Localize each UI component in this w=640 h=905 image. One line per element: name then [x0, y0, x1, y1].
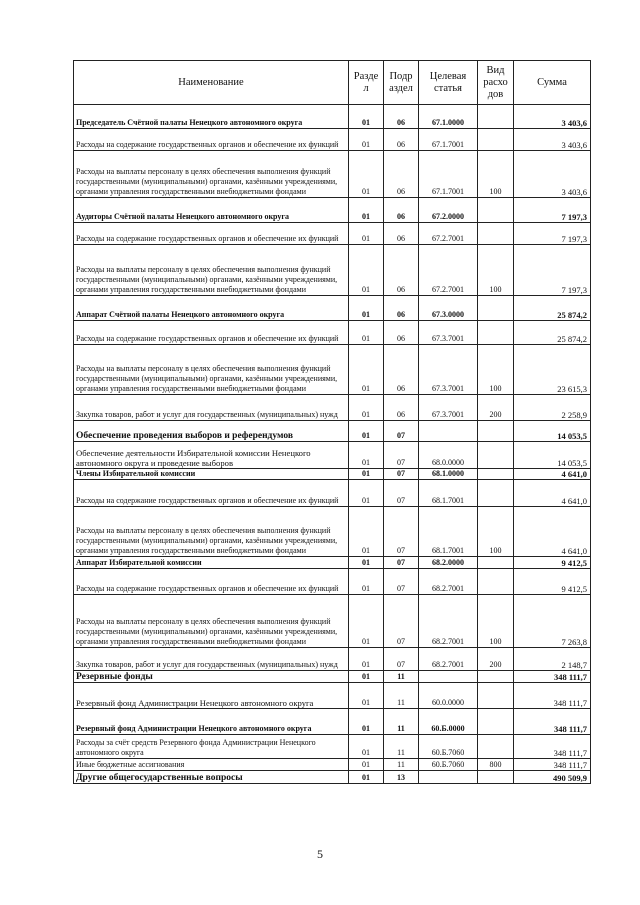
cell-section: 01	[349, 421, 384, 442]
cell-expense-type	[478, 321, 514, 345]
cell-name: Расходы на содержание государственных органов и обеспечение их функций	[74, 480, 349, 507]
cell-sum: 7 197,3	[514, 198, 591, 223]
cell-target-article: 67.2.7001	[419, 245, 478, 296]
cell-target-article: 67.3.7001	[419, 395, 478, 421]
cell-target-article: 67.2.0000	[419, 198, 478, 223]
cell-name: Расходы на выплаты персоналу в целях обеспечения выполнения функций государственными (муниципальными) органами, казёнными учреждениями, органами управления государственными внебюджетными фондами	[74, 345, 349, 395]
cell-subsection: 13	[384, 771, 419, 784]
cell-subsection: 07	[384, 507, 419, 557]
table-row	[74, 421, 591, 442]
header-expense-type: Вид расхо дов	[478, 61, 514, 105]
cell-name: Аппарат Избирательной комиссии	[74, 557, 349, 569]
cell-subsection: 07	[384, 469, 419, 480]
cell-subsection: 07	[384, 648, 419, 671]
cell-expense-type	[478, 683, 514, 709]
cell-sum: 348 111,7	[514, 709, 591, 735]
cell-sum: 3 403,6	[514, 151, 591, 198]
table-row	[74, 395, 591, 421]
cell-name: Резервный фонд Администрации Ненецкого автономного округа	[74, 709, 349, 735]
cell-subsection: 07	[384, 569, 419, 595]
cell-expense-type	[478, 569, 514, 595]
cell-sum: 3 403,6	[514, 129, 591, 151]
cell-subsection: 06	[384, 151, 419, 198]
cell-sum: 4 641,0	[514, 507, 591, 557]
cell-subsection: 11	[384, 759, 419, 771]
table-row	[74, 296, 591, 321]
cell-target-article: 67.1.0000	[419, 105, 478, 129]
cell-section: 01	[349, 442, 384, 469]
cell-name: Резервный фонд Администрации Ненецкого автономного округа	[74, 683, 349, 709]
header-sum: Сумма	[514, 61, 591, 105]
cell-name: Обеспечение проведения выборов и референдумов	[74, 421, 349, 442]
cell-expense-type	[478, 557, 514, 569]
cell-sum: 7 197,3	[514, 223, 591, 245]
table-row	[74, 442, 591, 469]
cell-subsection: 07	[384, 595, 419, 648]
cell-target-article	[419, 771, 478, 784]
table-row	[74, 735, 591, 759]
cell-subsection: 06	[384, 321, 419, 345]
cell-name: Аудиторы Счётной палаты Ненецкого автономного округа	[74, 198, 349, 223]
cell-name: Обеспечение деятельности Избирательной комиссии Ненецкого автономного округа и проведение выборов	[74, 442, 349, 469]
cell-sum: 490 509,9	[514, 771, 591, 784]
cell-name: Иные бюджетные ассигнования	[74, 759, 349, 771]
cell-section: 01	[349, 469, 384, 480]
cell-subsection: 06	[384, 296, 419, 321]
cell-target-article: 60.Б.7060	[419, 735, 478, 759]
cell-expense-type: 800	[478, 759, 514, 771]
cell-sum: 14 053,5	[514, 421, 591, 442]
cell-target-article: 60.Б.0000	[419, 709, 478, 735]
cell-section: 01	[349, 296, 384, 321]
cell-section: 01	[349, 321, 384, 345]
cell-expense-type	[478, 105, 514, 129]
header-target-article: Целевая статья	[419, 61, 478, 105]
cell-expense-type: 100	[478, 245, 514, 296]
cell-name: Расходы на выплаты персоналу в целях обеспечения выполнения функций государственными (муниципальными) органами, казёнными учреждениями, органами управления государственными внебюджетными фондами	[74, 507, 349, 557]
cell-sum: 3 403,6	[514, 105, 591, 129]
cell-name: Закупка товаров, работ и услуг для государственных (муниципальных) нужд	[74, 395, 349, 421]
cell-expense-type	[478, 296, 514, 321]
cell-target-article: 68.2.7001	[419, 595, 478, 648]
cell-name: Расходы на содержание государственных органов и обеспечение их функций	[74, 569, 349, 595]
cell-sum: 7 263,8	[514, 595, 591, 648]
cell-sum: 23 615,3	[514, 345, 591, 395]
cell-subsection: 06	[384, 395, 419, 421]
cell-subsection: 06	[384, 345, 419, 395]
cell-name: Члены Избирательной комиссии	[74, 469, 349, 480]
cell-sum: 25 874,2	[514, 321, 591, 345]
cell-section: 01	[349, 507, 384, 557]
cell-expense-type	[478, 223, 514, 245]
header-name: Наименование	[74, 61, 349, 105]
table-row	[74, 245, 591, 296]
cell-subsection: 07	[384, 480, 419, 507]
cell-section: 01	[349, 683, 384, 709]
cell-sum: 2 148,7	[514, 648, 591, 671]
cell-sum: 7 197,3	[514, 245, 591, 296]
cell-sum: 4 641,0	[514, 469, 591, 480]
cell-section: 01	[349, 759, 384, 771]
cell-name: Другие общегосударственные вопросы	[74, 771, 349, 784]
cell-subsection: 07	[384, 557, 419, 569]
cell-expense-type: 100	[478, 345, 514, 395]
cell-expense-type	[478, 129, 514, 151]
cell-name: Аппарат Счётной палаты Ненецкого автономного округа	[74, 296, 349, 321]
table-row	[74, 557, 591, 569]
cell-subsection: 06	[384, 105, 419, 129]
cell-expense-type: 100	[478, 507, 514, 557]
table-row	[74, 151, 591, 198]
cell-section: 01	[349, 557, 384, 569]
cell-section: 01	[349, 735, 384, 759]
cell-subsection: 11	[384, 735, 419, 759]
cell-expense-type	[478, 735, 514, 759]
table-body	[74, 105, 591, 784]
table-row	[74, 507, 591, 557]
cell-sum: 348 111,7	[514, 671, 591, 683]
cell-target-article	[419, 671, 478, 683]
table-row	[74, 595, 591, 648]
cell-target-article: 67.2.7001	[419, 223, 478, 245]
cell-sum: 9 412,5	[514, 569, 591, 595]
cell-section: 01	[349, 569, 384, 595]
cell-subsection: 11	[384, 709, 419, 735]
cell-section: 01	[349, 648, 384, 671]
cell-expense-type	[478, 198, 514, 223]
table-row	[74, 759, 591, 771]
cell-section: 01	[349, 709, 384, 735]
cell-expense-type	[478, 421, 514, 442]
cell-target-article: 68.1.7001	[419, 480, 478, 507]
cell-subsection: 11	[384, 683, 419, 709]
table-row	[74, 469, 591, 480]
cell-expense-type	[478, 709, 514, 735]
table-row	[74, 223, 591, 245]
cell-section: 01	[349, 395, 384, 421]
cell-name: Расходы на выплаты персоналу в целях обеспечения выполнения функций государственными (муниципальными) органами, казёнными учреждениями, органами управления государственными внебюджетными фондами	[74, 595, 349, 648]
cell-target-article: 68.2.0000	[419, 557, 478, 569]
cell-name: Закупка товаров, работ и услуг для государственных (муниципальных) нужд	[74, 648, 349, 671]
table-row	[74, 671, 591, 683]
cell-subsection: 06	[384, 223, 419, 245]
cell-target-article: 60.0.0000	[419, 683, 478, 709]
cell-sum: 348 111,7	[514, 759, 591, 771]
cell-subsection: 06	[384, 129, 419, 151]
table-row	[74, 129, 591, 151]
cell-section: 01	[349, 129, 384, 151]
header-subsection: Подр аздел	[384, 61, 419, 105]
cell-subsection: 07	[384, 442, 419, 469]
cell-expense-type	[478, 480, 514, 507]
cell-section: 01	[349, 245, 384, 296]
cell-sum: 348 111,7	[514, 735, 591, 759]
table-row	[74, 105, 591, 129]
header-section: Разде л	[349, 61, 384, 105]
cell-expense-type	[478, 771, 514, 784]
header-row	[74, 61, 591, 105]
cell-expense-type: 100	[478, 151, 514, 198]
cell-target-article: 68.0.0000	[419, 442, 478, 469]
cell-subsection: 07	[384, 421, 419, 442]
cell-sum: 25 874,2	[514, 296, 591, 321]
cell-sum: 9 412,5	[514, 557, 591, 569]
table-row	[74, 771, 591, 784]
cell-section: 01	[349, 671, 384, 683]
cell-expense-type	[478, 671, 514, 683]
cell-sum: 14 053,5	[514, 442, 591, 469]
cell-section: 01	[349, 771, 384, 784]
cell-name: Расходы на содержание государственных органов и обеспечение их функций	[74, 223, 349, 245]
cell-expense-type	[478, 469, 514, 480]
cell-target-article: 67.3.0000	[419, 296, 478, 321]
cell-section: 01	[349, 480, 384, 507]
cell-section: 01	[349, 595, 384, 648]
cell-section: 01	[349, 223, 384, 245]
table-row	[74, 198, 591, 223]
table-row	[74, 648, 591, 671]
cell-sum: 348 111,7	[514, 683, 591, 709]
cell-subsection: 06	[384, 245, 419, 296]
cell-section: 01	[349, 105, 384, 129]
cell-target-article: 67.3.7001	[419, 345, 478, 395]
cell-name: Расходы на содержание государственных органов и обеспечение их функций	[74, 129, 349, 151]
cell-sum: 4 641,0	[514, 480, 591, 507]
table-row	[74, 683, 591, 709]
table-row	[74, 569, 591, 595]
cell-target-article: 67.1.7001	[419, 151, 478, 198]
table-row	[74, 709, 591, 735]
cell-target-article: 67.3.7001	[419, 321, 478, 345]
cell-expense-type: 200	[478, 395, 514, 421]
page-number: 5	[317, 847, 323, 861]
cell-target-article	[419, 421, 478, 442]
cell-target-article: 60.Б.7060	[419, 759, 478, 771]
cell-name: Расходы на выплаты персоналу в целях обеспечения выполнения функций государственными (муниципальными) органами, казёнными учреждениями, органами управления государственными внебюджетными фондами	[74, 245, 349, 296]
cell-sum: 2 258,9	[514, 395, 591, 421]
cell-name: Расходы за счёт средств Резервного фонда Администрации Ненецкого автономного округа	[74, 735, 349, 759]
cell-target-article: 68.2.7001	[419, 569, 478, 595]
cell-name: Резервные фонды	[74, 671, 349, 683]
cell-section: 01	[349, 151, 384, 198]
cell-target-article: 68.1.0000	[419, 469, 478, 480]
cell-section: 01	[349, 198, 384, 223]
table-row	[74, 480, 591, 507]
cell-expense-type	[478, 442, 514, 469]
cell-name: Расходы на содержание государственных органов и обеспечение их функций	[74, 321, 349, 345]
cell-name: Расходы на выплаты персоналу в целях обеспечения выполнения функций государственными (муниципальными) органами, казёнными учреждениями, органами управления государственными внебюджетными фондами	[74, 151, 349, 198]
budget-table	[73, 60, 591, 784]
cell-name: Председатель Счётной палаты Ненецкого автономного округа	[74, 105, 349, 129]
cell-target-article: 68.1.7001	[419, 507, 478, 557]
cell-expense-type: 200	[478, 648, 514, 671]
table-row	[74, 345, 591, 395]
cell-expense-type: 100	[478, 595, 514, 648]
cell-target-article: 68.2.7001	[419, 648, 478, 671]
cell-subsection: 06	[384, 198, 419, 223]
budget-document	[73, 60, 590, 784]
table-row	[74, 321, 591, 345]
cell-section: 01	[349, 345, 384, 395]
cell-target-article: 67.1.7001	[419, 129, 478, 151]
cell-subsection: 11	[384, 671, 419, 683]
